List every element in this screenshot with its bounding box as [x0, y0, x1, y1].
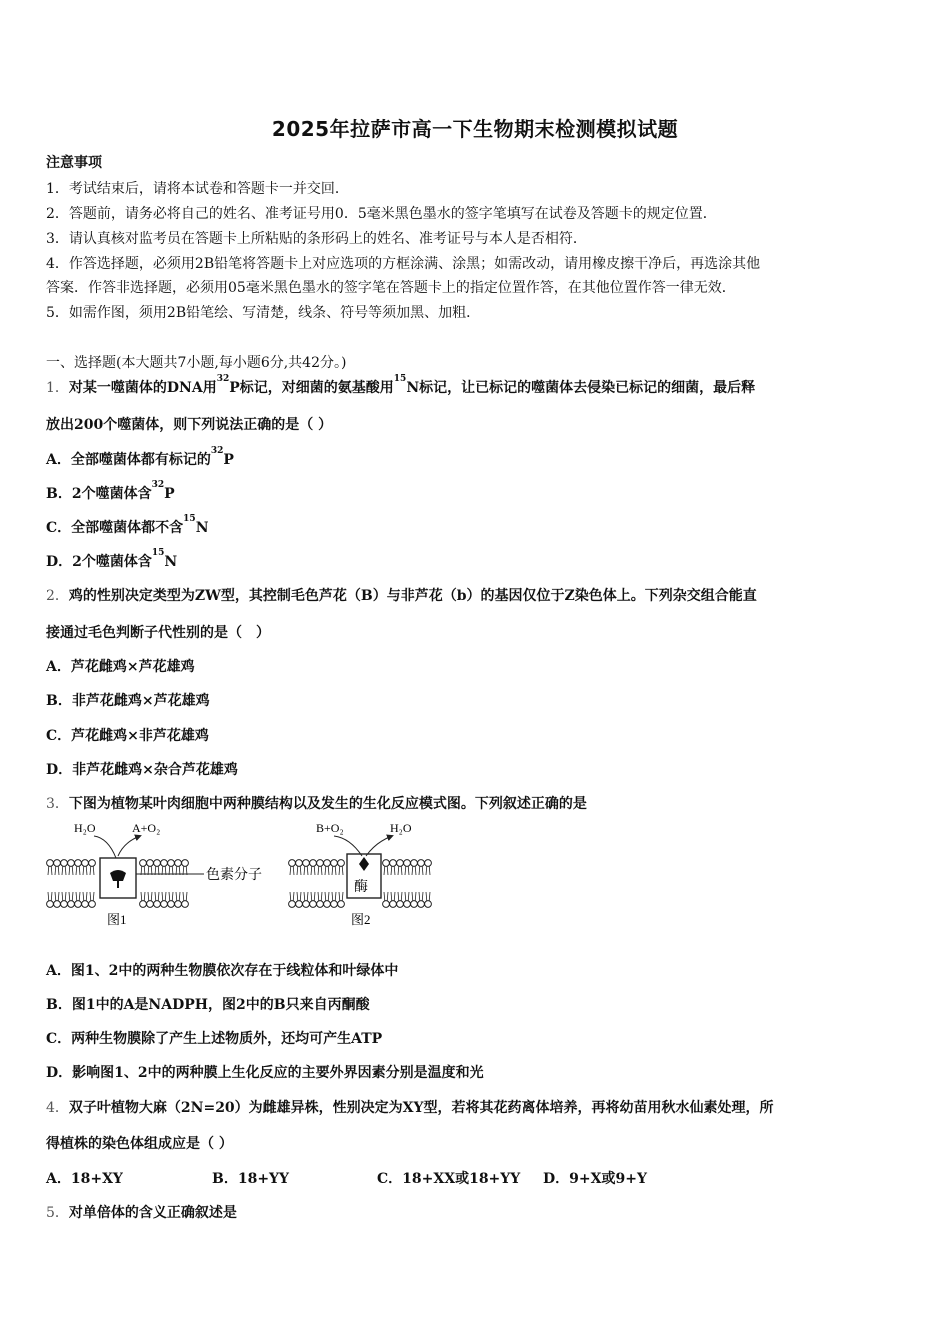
option-c: C．芦花雌鸡×非芦花雄鸡 [46, 728, 209, 744]
option-d: D．影响图1、2中的两种膜上生化反应的主要外界因素分别是温度和光 [46, 1065, 484, 1081]
figure-2-bilayer [289, 836, 432, 907]
question-5-line [46, 1202, 237, 1222]
figure-2-caption: 图2 [351, 912, 371, 927]
question-text: P标记，对细菌的氨基酸用 [229, 380, 394, 396]
question-2-line: 接通过毛色判断子代性别的是（ ） [46, 625, 270, 641]
question-text: 鸡的性别决定类型为ZW型，其控制毛色芦花（B）与非芦花（b）的基因仅位于Z染色体上。下列杂交组合能直 [68, 588, 757, 604]
superscript: 32 [151, 480, 165, 490]
option-b: B．非芦花雌鸡×芦花雄鸡 [46, 693, 210, 709]
question-text: 下图为植物某叶肉细胞中两种膜结构以及发生的生化反应模式图。下列叙述正确的是 [68, 796, 587, 812]
question-4-line [46, 1097, 774, 1117]
option-a: A．芦花雌鸡×芦花雄鸡 [46, 659, 195, 675]
superscript: 15 [183, 514, 196, 524]
figure-1-caption: 图1 [107, 912, 127, 927]
label-h2o: H₂O [74, 821, 96, 835]
question-text: N标记，让已标记的噬菌体去侵染已标记的细菌，最后释 [406, 380, 756, 396]
label-enzyme: 酶 [354, 880, 368, 895]
question-1-line: 放出200个噬菌体，则下列说法正确的是（ ） [46, 417, 333, 433]
option-d: D．非芦花雌鸡×杂合芦花雄鸡 [46, 762, 238, 778]
question-number: 1． [46, 380, 69, 396]
figure-1-bilayer [47, 836, 204, 907]
label-b-o2: B+O₂ [316, 821, 344, 835]
notice-item: 答案．作答非选择题，必须用05毫米黑色墨水的签字笔在答题卡上的指定位置作答，在其他位置作答一律无效． [46, 280, 736, 296]
membrane-diagram [44, 818, 444, 930]
option-text: A．全部噬菌体都有标记的 [46, 452, 211, 468]
label-pigment: 色素分子 [206, 868, 262, 883]
option-text: B．2个噬菌体含 [46, 486, 152, 502]
option-text: D．2个噬菌体含 [46, 554, 152, 570]
notice-item: 1．考试结束后，请将本试卷和答题卡一并交回． [46, 181, 349, 197]
notice-item: 3．请认真核对监考员在答题卡上所粘贴的条形码上的姓名、准考证号与本人是否相符． [46, 231, 587, 247]
superscript: 32 [210, 446, 224, 456]
option-text: N [164, 554, 178, 570]
notice-heading: 注意事项 [46, 155, 102, 171]
option-d [46, 548, 178, 571]
option-text: N [195, 520, 209, 536]
option-text: P [164, 486, 175, 502]
notice-item: 4．作答选择题，必须用2B铅笔将答题卡上对应选项的方框涂满、涂黑；如需改动，请用橡皮擦干净后，再选涂其他 [46, 256, 761, 272]
question-number: 3． [46, 796, 69, 812]
question-text: 对单倍体的含义正确叙述是 [68, 1205, 237, 1221]
option-text: P [223, 452, 234, 468]
option-c: C．18+XX或18+YY [377, 1171, 521, 1187]
label-a-o2: A+O₂ [132, 821, 161, 835]
notice-item: 2．答题前，请务必将自己的姓名、准考证号用0．5毫米黑色墨水的签字笔填写在试卷及答题卡的规定位置． [46, 206, 717, 222]
question-2-line [46, 585, 757, 605]
option-a: A．图1、2中的两种生物膜依次存在于线粒体和叶绿体中 [46, 963, 399, 979]
superscript: 15 [151, 548, 165, 558]
question-number: 4． [46, 1100, 69, 1116]
option-a: A．18+XY [46, 1171, 123, 1187]
option-d: D．9+X或9+Y [543, 1171, 647, 1187]
option-c [46, 514, 209, 537]
option-b: B．18+YY [212, 1171, 290, 1187]
question-4-line: 得植株的染色体组成应是（ ） [46, 1136, 233, 1152]
option-b: B．图1中的A是NADPH，图2中的B只来自丙酮酸 [46, 997, 370, 1013]
option-text: C．全部噬菌体都不含 [46, 520, 184, 536]
question-text: 双子叶植物大麻（2N=20）为雌雄异株，性别决定为XY型，若将其花药离体培养，再将幼苗用秋水仙素处理，所 [68, 1100, 774, 1116]
superscript: 32 [216, 374, 230, 384]
section-heading: 一、选择题(本大题共7小题,每小题6分,共42分。) [46, 355, 347, 371]
question-3-line [46, 793, 587, 813]
option-b [46, 480, 175, 503]
option-c: C．两种生物膜除了产生上述物质外，还均可产生ATP [46, 1031, 383, 1047]
question-number: 5． [46, 1205, 69, 1221]
label-h2o: H₂O [390, 821, 412, 835]
question-text: 对某一噬菌体的DNA用 [68, 380, 217, 396]
superscript: 15 [393, 374, 407, 384]
question-number: 2． [46, 588, 69, 604]
notice-item: 5．如需作图，须用2B铅笔绘、写清楚，线条、符号等须加黑、加粗． [46, 305, 481, 321]
option-row [46, 1168, 906, 1188]
option-a [46, 446, 234, 469]
page-title: 2025年拉萨市高一下生物期末检测模拟试题 [271, 117, 679, 141]
question-1-line [46, 374, 756, 397]
